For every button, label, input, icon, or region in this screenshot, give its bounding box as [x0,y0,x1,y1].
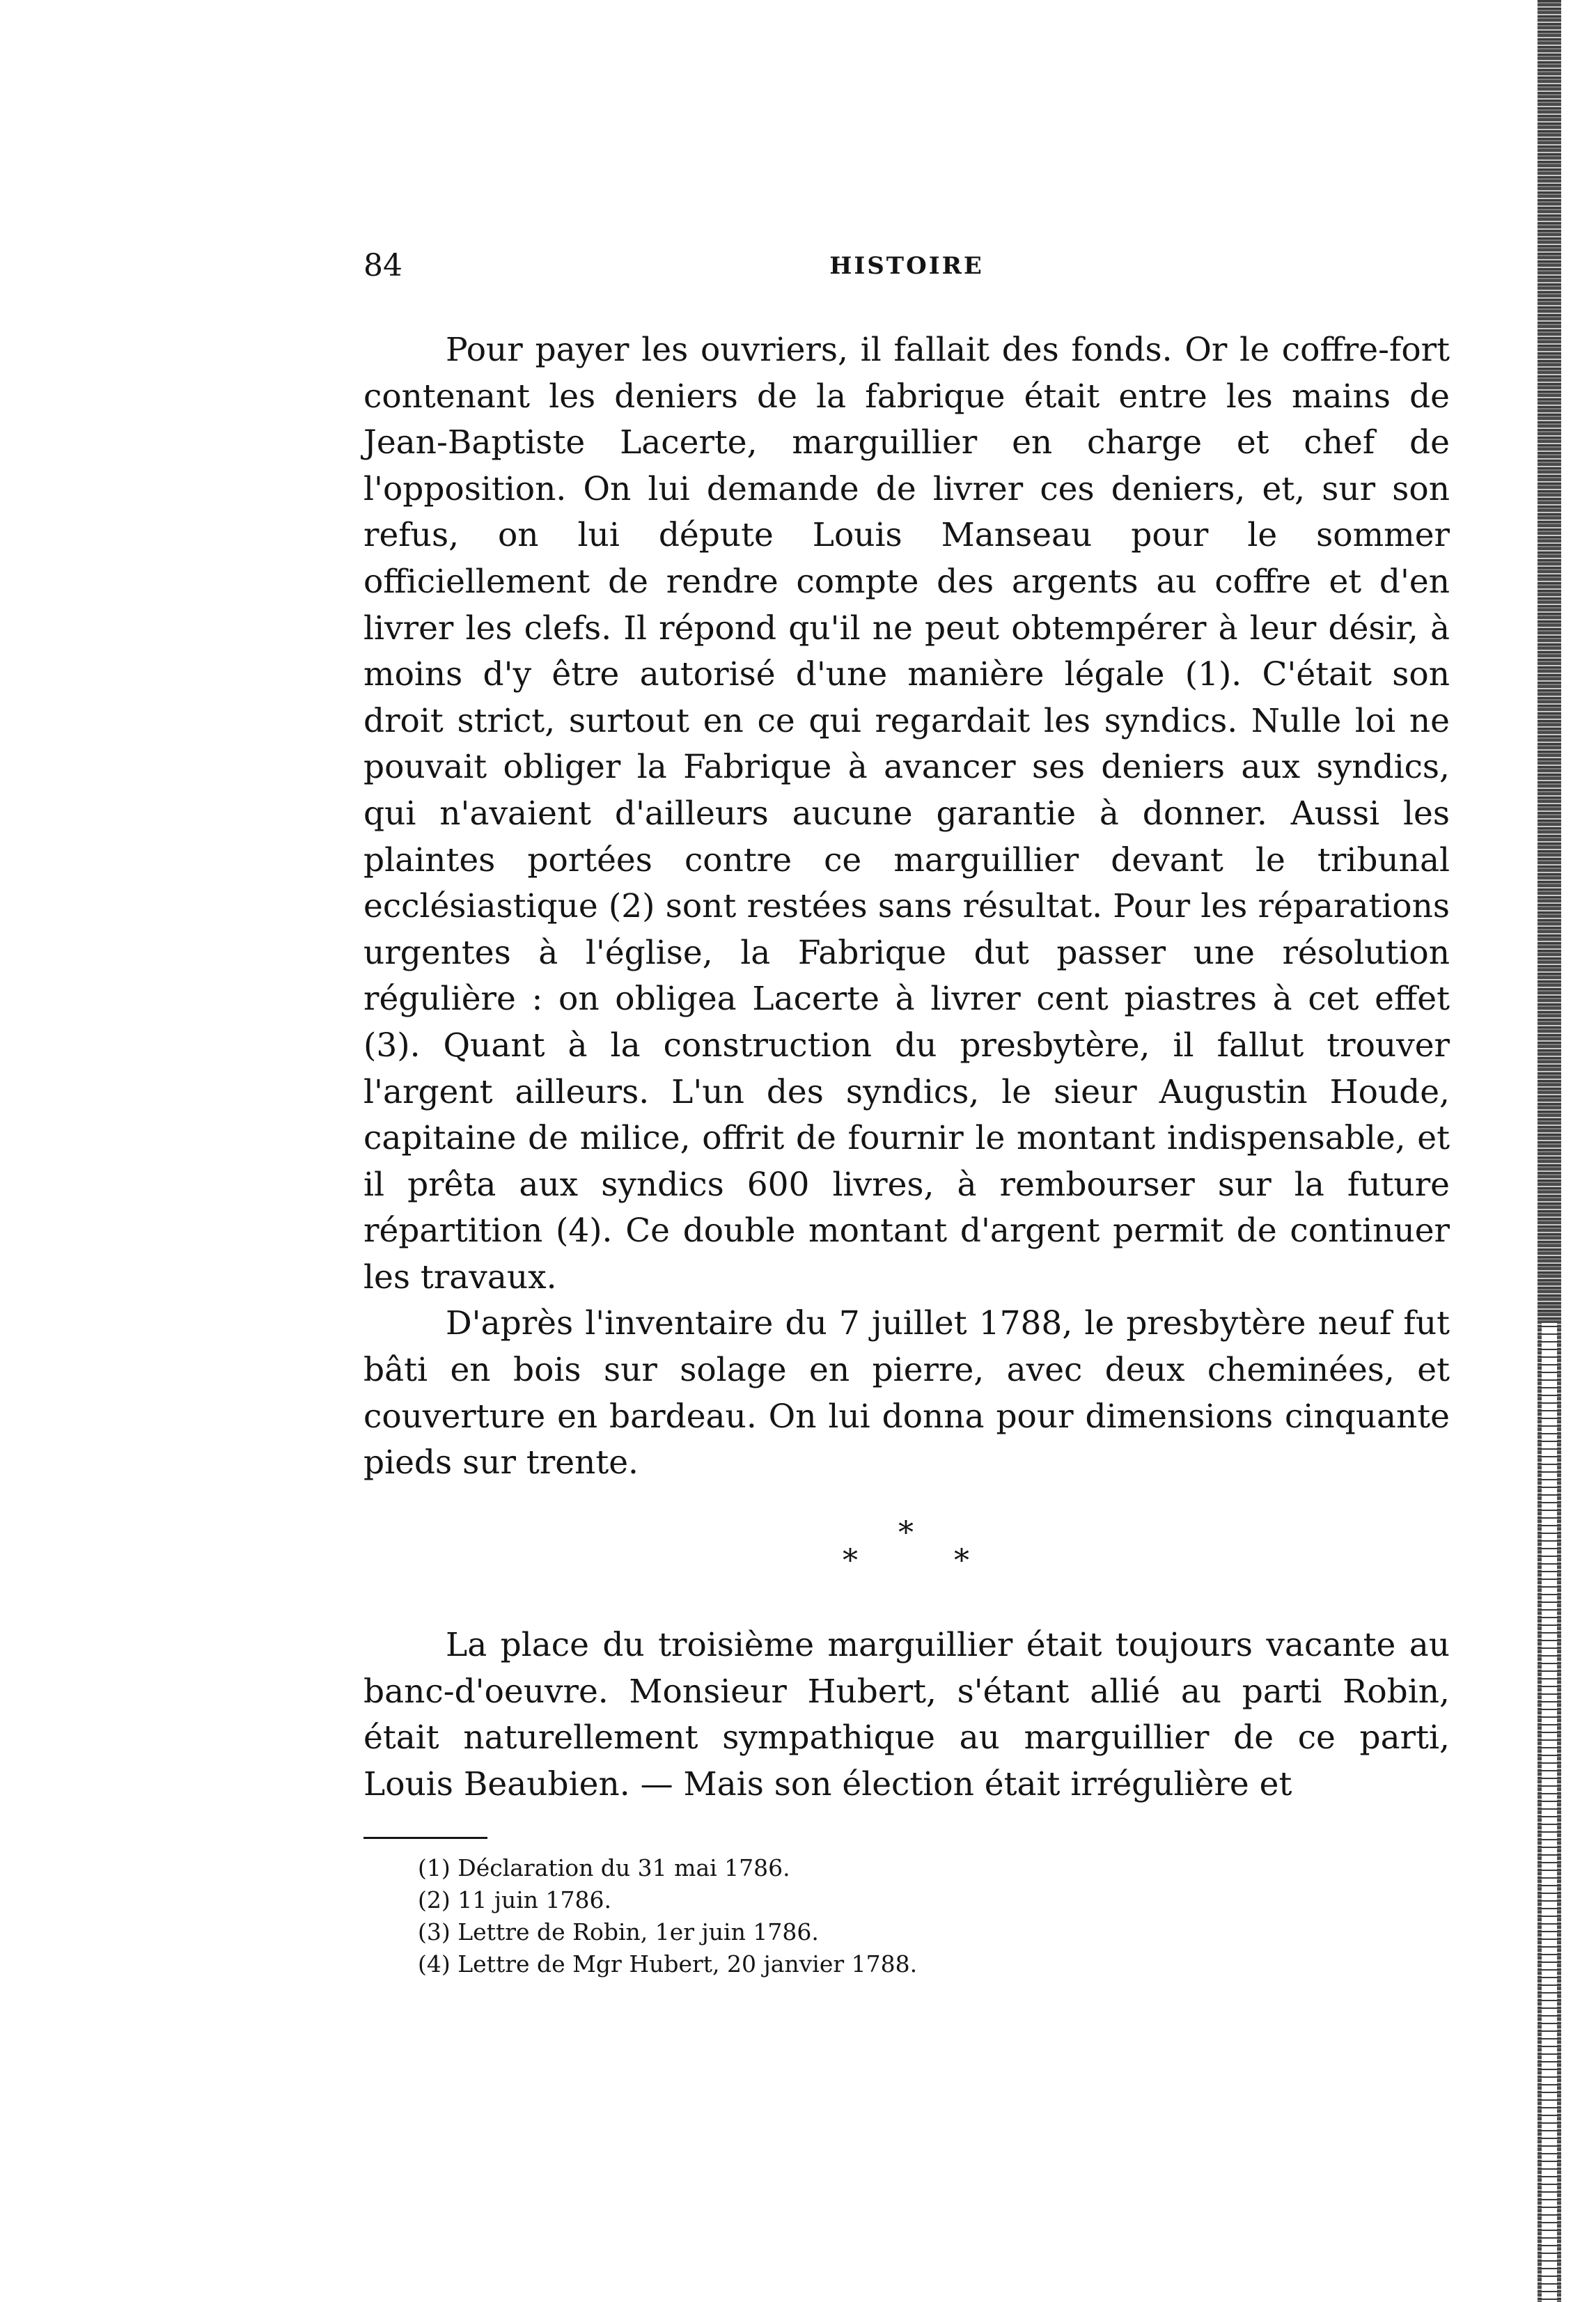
section-separator [829,1515,996,1588]
book-binding-edge-lower [1542,1323,1557,2302]
footnote-3: (3) Lettre de Robin, 1er juin 1786. [418,1918,819,1945]
running-head [363,245,1450,287]
asterism-star-left: * [843,1543,858,1579]
footnote-4: (4) Lettre de Mgr Hubert, 20 janvier 1788. [418,1950,918,1978]
main-text-lower [363,1622,1450,1808]
footnote-1: (1) Déclaration du 31 mai 1786. [418,1854,790,1881]
asterism-star-right: * [954,1543,969,1579]
footnote-rule [363,1837,487,1839]
running-title: HISTOIRE [829,252,984,280]
paragraph-inventory: D'après l'inventaire du 7 juillet 1788, le presbytère neuf fut bâti en bois sur solage en pierre, avec deux cheminées, et couverture en bardeau. On lui donna pour dimensions cinquante pieds sur trente. [363,1304,1450,1482]
paragraph-funds: Pour payer les ouvriers, il fallait des fonds. Or le coffre-fort contenant les deniers de la fabrique était entre les mains de Jean-Baptiste Lacerte, marguillier en charge et chef de l'opposition. On lui demande de livrer ces deniers, et, sur son refus, on lui députe Louis Manseau pour le sommer officiellement de rendre compte des argents au coffre et d'en livrer les clefs. Il répond qu'il ne peut obtempérer à leur désir, à moins d'y être autorisé d'une manière légale (1). C'était son droit strict, surtout en ce qui regardait les syndics. Nulle loi ne pouvait obliger la Fabrique à avancer ses deniers aux syndics, qui n'avaient d'ailleurs aucune garantie à donner. Aussi les plaintes portées contre ce marguillier devant le tribunal ecclésiastique (2) sont restées sans résultat. Pour les réparations urgentes à l'église, la Fabrique dut passer une résolution régulière : on obligea Lacerte à livrer cent piastres à cet effet (3). Quant à la construction du presbytère, il fallut trouver l'argent ailleurs. L'un des syndics, le sieur Augustin Houde, capitaine de milice, offrit de fournir le montant indispensable, et il prêta aux syndics 600 livres, à rembourser sur la future répartition (4). Ce double montant d'argent permit de continuer les travaux. [363,331,1450,1297]
footnotes [418,1852,1393,1980]
main-text-upper [363,327,1450,1487]
paragraph-third-churchwarden: La place du troisième marguillier était toujours vacante au banc-d'oeuvre. Monsieur Hubert, s'étant allié au parti Robin, était naturellement sympathique au marguillier de ce parti, Louis Beaubien. — Mais son élection était irrégulière et [363,1626,1450,1803]
asterism-star-top: * [898,1515,914,1551]
page-number: 84 [363,248,402,283]
footnote-2: (2) 11 juin 1786. [418,1886,611,1913]
